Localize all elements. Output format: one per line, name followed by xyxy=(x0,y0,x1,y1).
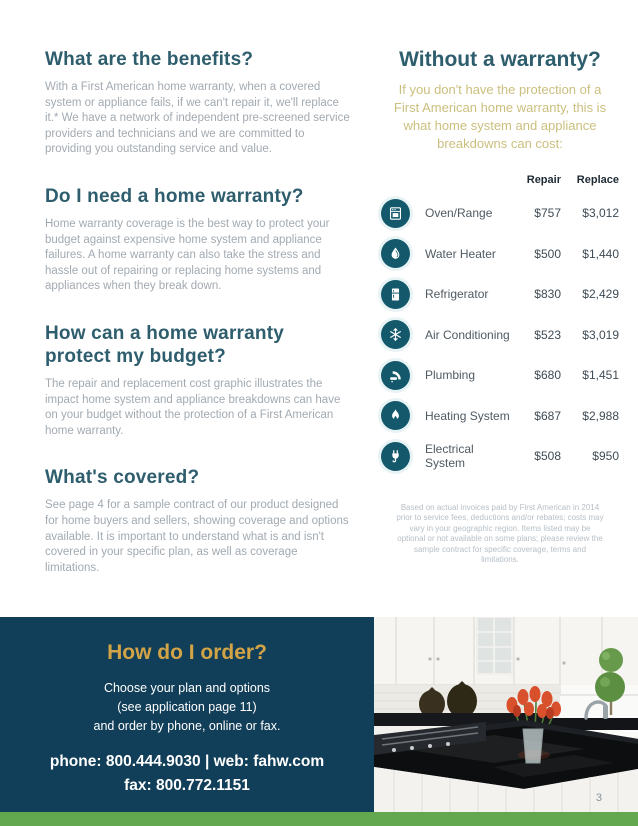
section-heading: What's covered? xyxy=(45,467,200,489)
bottom-band xyxy=(0,617,638,812)
left-column xyxy=(45,48,353,603)
order-contact-info xyxy=(0,750,374,798)
section-heading: What are the benefits? xyxy=(45,49,254,70)
repair-column-header: Repair xyxy=(526,174,561,186)
replace-cost: $950 xyxy=(592,449,619,464)
repair-cost: $523 xyxy=(534,327,561,342)
table-row xyxy=(381,315,619,356)
order-line: and order by phone, online or fax. xyxy=(93,719,281,733)
table-row xyxy=(381,274,619,315)
repair-cost: $687 xyxy=(534,408,561,423)
fax-line: fax: 800.772.1151 xyxy=(124,777,250,794)
section-body: The repair and replacement cost graphic illustrates the impact home system and appliance breakdowns can have on your budget without the protection of a First American home warranty. xyxy=(45,377,341,437)
row-label: Water Heater xyxy=(425,246,496,261)
section-protect-budget xyxy=(45,322,353,439)
kitchen-illustration xyxy=(374,617,638,812)
oven-icon xyxy=(381,199,410,228)
without-warranty-heading: Without a warranty? xyxy=(399,48,601,71)
page-number: 3 xyxy=(595,792,602,804)
section-body: Home warranty coverage is the best way to protect your budget against expensive home system and appliance failures. A home warranty can also take the stress and hassle out of repairing or replacing home systems and appliances when they break down. xyxy=(45,217,330,293)
section-heading: How can a home warranty protect my budget? xyxy=(45,322,285,367)
section-body: With a First American home warranty, when a covered system or appliance fails, if we can't repair it, we'll replace it.* We have a network of independent pre-screened service providers and technicians and we are committed to providing you outstanding service and value. xyxy=(45,81,350,156)
cost-table-header xyxy=(381,169,619,191)
cost-disclaimer: Based on actual invoices paid by First American in 2014 prior to service fees, deductions and/or rebates; costs may vary in your geographic region. Items listed may be optional or not available on some plans; please review the sample contract for specific coverage, terms and limitations. xyxy=(396,502,604,564)
row-label: Oven/Range xyxy=(425,206,493,221)
phone-web-line: phone: 800.444.9030 | web: fahw.com xyxy=(49,753,325,770)
row-label: Air Conditioning xyxy=(425,327,510,342)
without-warranty-column xyxy=(381,48,619,566)
table-row xyxy=(381,234,619,275)
table-row xyxy=(381,355,619,396)
section-whats-covered xyxy=(45,466,353,576)
footer-green-strip xyxy=(0,812,638,826)
repair-cost: $680 xyxy=(534,368,561,383)
how-to-order-box xyxy=(0,617,374,812)
replace-column-header: Replace xyxy=(576,174,619,186)
repair-cost: $757 xyxy=(534,206,561,221)
section-benefits xyxy=(45,48,353,158)
table-row xyxy=(381,193,619,234)
without-warranty-subtitle: If you don't have the protection of a First American home warranty, this is what home system and appliance breakdowns can cost: xyxy=(393,82,607,151)
row-label: Refrigerator xyxy=(425,287,489,302)
refrigerator-icon xyxy=(381,280,410,309)
section-body: See page 4 for a sample contract of our product designed for home buyers and sellers, showing coverage and options available. It is important to understand what is and isn't covered in your specific plan, as well as coverage limitations. xyxy=(45,499,349,574)
replace-cost: $3,012 xyxy=(582,206,619,221)
row-label: Heating System xyxy=(425,408,510,423)
table-row xyxy=(381,396,619,437)
order-heading: How do I order? xyxy=(107,641,267,664)
replace-cost: $2,429 xyxy=(582,287,619,302)
order-line: Choose your plan and options xyxy=(103,681,271,695)
section-heading: Do I need a home warranty? xyxy=(45,185,304,207)
faucet-icon xyxy=(381,361,410,390)
repair-cost: $830 xyxy=(534,287,561,302)
replace-cost: $2,988 xyxy=(582,408,619,423)
table-row xyxy=(381,436,619,477)
row-label: Electrical System xyxy=(425,442,474,471)
snowflake-icon xyxy=(381,320,410,349)
kitchen-photo xyxy=(374,617,638,812)
flame-icon xyxy=(381,401,410,430)
replace-cost: $3,019 xyxy=(582,327,619,342)
section-need-warranty xyxy=(45,185,353,295)
replace-cost: $1,451 xyxy=(582,368,619,383)
repair-cost: $508 xyxy=(534,449,561,464)
plug-icon xyxy=(381,442,410,471)
order-line: (see application page 11) xyxy=(117,700,257,714)
row-label: Plumbing xyxy=(425,368,476,383)
replace-cost: $1,440 xyxy=(582,246,619,261)
cost-table xyxy=(381,169,619,477)
water-drop-icon xyxy=(381,239,410,268)
repair-cost: $500 xyxy=(534,246,561,261)
